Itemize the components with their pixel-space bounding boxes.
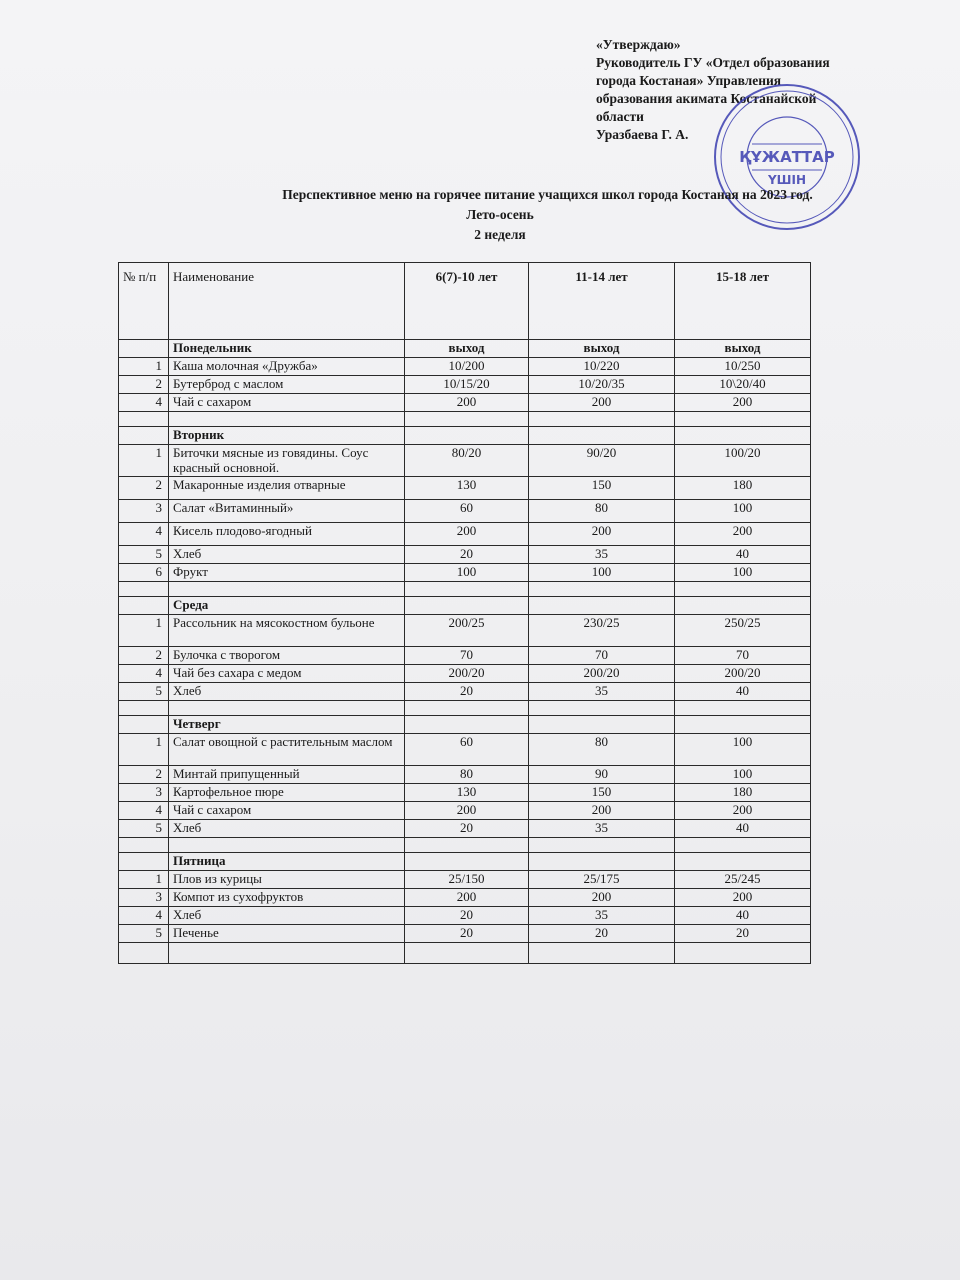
day-output-3: выход (675, 340, 811, 358)
day-output-1 (405, 427, 529, 445)
item-portion-age-1: 100 (405, 564, 529, 582)
approval-line: Руководитель ГУ «Отдел образования (596, 55, 830, 70)
item-portion-age-3: 100 (675, 734, 811, 766)
item-name: Чай без сахара с медом (169, 665, 405, 683)
item-portion-age-3: 180 (675, 477, 811, 500)
item-number: 5 (119, 546, 169, 564)
item-number: 1 (119, 615, 169, 647)
blank-cell (405, 943, 529, 964)
week-label: 2 неделя (474, 227, 526, 242)
item-portion-age-1: 70 (405, 647, 529, 665)
blank-cell (169, 943, 405, 964)
item-portion-age-1: 130 (405, 784, 529, 802)
item-name: Булочка с творогом (169, 647, 405, 665)
table-row (119, 445, 811, 477)
blank-cell (529, 412, 675, 427)
item-name: Салат овощной с растительным маслом (169, 734, 405, 766)
item-portion-age-3: 40 (675, 546, 811, 564)
item-portion-age-3: 40 (675, 683, 811, 701)
item-portion-age-2: 150 (529, 477, 675, 500)
item-portion-age-2: 80 (529, 734, 675, 766)
header-age-2: 11-14 лет (529, 263, 675, 340)
day-output-3 (675, 853, 811, 871)
item-portion-age-2: 90 (529, 766, 675, 784)
stamp-text-bottom: ҮШІН (767, 173, 807, 187)
table-row (119, 820, 811, 838)
blank-cell (169, 701, 405, 716)
item-portion-age-3: 100 (675, 564, 811, 582)
approval-line: области (596, 109, 644, 124)
day-num-cell (119, 340, 169, 358)
item-number: 3 (119, 889, 169, 907)
item-number: 3 (119, 500, 169, 523)
item-name: Печенье (169, 925, 405, 943)
day-row (119, 427, 811, 445)
day-output-1 (405, 716, 529, 734)
item-portion-age-1: 200 (405, 394, 529, 412)
day-name: Четверг (169, 716, 405, 734)
table-row (119, 734, 811, 766)
item-number: 5 (119, 683, 169, 701)
item-portion-age-3: 200 (675, 802, 811, 820)
blank-cell (675, 412, 811, 427)
item-portion-age-3: 40 (675, 907, 811, 925)
item-portion-age-2: 100 (529, 564, 675, 582)
day-name: Среда (169, 597, 405, 615)
blank-cell (529, 838, 675, 853)
blank-cell (169, 412, 405, 427)
blank-cell (675, 838, 811, 853)
item-portion-age-1: 60 (405, 500, 529, 523)
day-row (119, 853, 811, 871)
item-portion-age-1: 80 (405, 766, 529, 784)
blank-cell (405, 412, 529, 427)
item-number: 2 (119, 477, 169, 500)
item-number: 4 (119, 665, 169, 683)
approval-line: города Костаная» Управления (596, 73, 782, 88)
approval-line: образования акимата Костанайской (596, 91, 817, 106)
item-portion-age-2: 25/175 (529, 871, 675, 889)
table-row (119, 477, 811, 500)
item-name: Хлеб (169, 546, 405, 564)
item-portion-age-2: 70 (529, 647, 675, 665)
document-heading (100, 185, 900, 245)
table-row (119, 615, 811, 647)
day-num-cell (119, 853, 169, 871)
item-portion-age-3: 70 (675, 647, 811, 665)
day-name: Пятница (169, 853, 405, 871)
table-row (119, 500, 811, 523)
header-name: Наименование (169, 263, 405, 340)
item-name: Компот из сухофруктов (169, 889, 405, 907)
item-portion-age-2: 35 (529, 907, 675, 925)
blank-cell (529, 943, 675, 964)
blank-cell (675, 943, 811, 964)
item-name: Хлеб (169, 683, 405, 701)
item-portion-age-1: 130 (405, 477, 529, 500)
item-name: Салат «Витаминный» (169, 500, 405, 523)
item-number: 1 (119, 871, 169, 889)
blank-cell (119, 582, 169, 597)
item-name: Бутерброд с маслом (169, 376, 405, 394)
item-portion-age-2: 35 (529, 820, 675, 838)
item-portion-age-1: 200 (405, 802, 529, 820)
item-number: 1 (119, 358, 169, 376)
item-name: Каша молочная «Дружба» (169, 358, 405, 376)
item-number: 5 (119, 820, 169, 838)
table-row (119, 925, 811, 943)
item-portion-age-1: 200/20 (405, 665, 529, 683)
table-row (119, 889, 811, 907)
item-number: 4 (119, 907, 169, 925)
item-number: 2 (119, 647, 169, 665)
table-row (119, 784, 811, 802)
table-row (119, 665, 811, 683)
item-portion-age-1: 200/25 (405, 615, 529, 647)
item-number: 5 (119, 925, 169, 943)
day-output-3 (675, 427, 811, 445)
item-portion-age-1: 20 (405, 820, 529, 838)
item-portion-age-2: 20 (529, 925, 675, 943)
table-row (119, 647, 811, 665)
blank-cell (119, 701, 169, 716)
item-portion-age-1: 20 (405, 925, 529, 943)
day-row (119, 597, 811, 615)
blank-cell (405, 701, 529, 716)
table-row (119, 376, 811, 394)
item-portion-age-3: 100 (675, 766, 811, 784)
table-row (119, 523, 811, 546)
item-portion-age-2: 35 (529, 546, 675, 564)
day-output-1 (405, 597, 529, 615)
item-portion-age-1: 10/200 (405, 358, 529, 376)
day-row (119, 340, 811, 358)
item-portion-age-3: 10/250 (675, 358, 811, 376)
item-portion-age-3: 20 (675, 925, 811, 943)
item-portion-age-2: 200 (529, 394, 675, 412)
item-name: Рассольник на мясокостном бульоне (169, 615, 405, 647)
item-name: Картофельное пюре (169, 784, 405, 802)
blank-cell (675, 701, 811, 716)
header-age-3: 15-18 лет (675, 263, 811, 340)
item-portion-age-3: 180 (675, 784, 811, 802)
item-number: 2 (119, 766, 169, 784)
blank-cell (119, 838, 169, 853)
item-portion-age-1: 20 (405, 907, 529, 925)
item-portion-age-3: 200 (675, 394, 811, 412)
item-portion-age-2: 80 (529, 500, 675, 523)
item-portion-age-1: 25/150 (405, 871, 529, 889)
item-name: Фрукт (169, 564, 405, 582)
day-output-2 (529, 427, 675, 445)
blank-cell (529, 582, 675, 597)
item-number: 1 (119, 445, 169, 477)
blank-row (119, 412, 811, 427)
item-portion-age-1: 80/20 (405, 445, 529, 477)
table-header-row (119, 263, 811, 340)
blank-cell (119, 943, 169, 964)
table-row (119, 358, 811, 376)
blank-cell (169, 582, 405, 597)
blank-row (119, 582, 811, 597)
header-age-1: 6(7)-10 лет (405, 263, 529, 340)
item-name: Чай с сахаром (169, 394, 405, 412)
item-name: Плов из курицы (169, 871, 405, 889)
item-portion-age-2: 200 (529, 889, 675, 907)
blank-cell (169, 838, 405, 853)
day-name: Понедельник (169, 340, 405, 358)
item-portion-age-2: 150 (529, 784, 675, 802)
item-portion-age-1: 20 (405, 546, 529, 564)
item-portion-age-3: 40 (675, 820, 811, 838)
day-output-1: выход (405, 340, 529, 358)
blank-row (119, 943, 811, 964)
item-portion-age-3: 200/20 (675, 665, 811, 683)
blank-cell (119, 412, 169, 427)
day-output-2: выход (529, 340, 675, 358)
item-number: 1 (119, 734, 169, 766)
item-portion-age-2: 200/20 (529, 665, 675, 683)
document-title: Перспективное меню на горячее питание учащихся школ города Костаная на 2023 год. (282, 187, 813, 202)
item-portion-age-2: 200 (529, 523, 675, 546)
item-portion-age-1: 60 (405, 734, 529, 766)
season-label: Лето-осень (466, 207, 534, 222)
blank-row (119, 838, 811, 853)
day-output-1 (405, 853, 529, 871)
approval-line: «Утверждаю» (596, 37, 681, 52)
item-portion-age-3: 200 (675, 889, 811, 907)
item-portion-age-1: 200 (405, 523, 529, 546)
item-name: Биточки мясные из говядины. Соус красный основной. (169, 445, 405, 477)
blank-cell (675, 582, 811, 597)
item-portion-age-3: 100/20 (675, 445, 811, 477)
item-portion-age-3: 200 (675, 523, 811, 546)
item-portion-age-3: 100 (675, 500, 811, 523)
table-row (119, 564, 811, 582)
table-row (119, 871, 811, 889)
day-row (119, 716, 811, 734)
item-portion-age-2: 35 (529, 683, 675, 701)
item-portion-age-2: 200 (529, 802, 675, 820)
header-num: № п/п (119, 263, 169, 340)
item-name: Кисель плодово-ягодный (169, 523, 405, 546)
table-row (119, 683, 811, 701)
day-output-3 (675, 597, 811, 615)
menu-table (118, 262, 811, 964)
item-name: Хлеб (169, 820, 405, 838)
item-portion-age-2: 10/220 (529, 358, 675, 376)
day-num-cell (119, 597, 169, 615)
item-portion-age-3: 250/25 (675, 615, 811, 647)
item-name: Минтай припущенный (169, 766, 405, 784)
day-output-2 (529, 716, 675, 734)
day-name: Вторник (169, 427, 405, 445)
item-name: Макаронные изделия отварные (169, 477, 405, 500)
day-num-cell (119, 716, 169, 734)
day-output-2 (529, 597, 675, 615)
blank-row (119, 701, 811, 716)
item-portion-age-3: 25/245 (675, 871, 811, 889)
item-portion-age-1: 200 (405, 889, 529, 907)
item-number: 4 (119, 802, 169, 820)
item-number: 4 (119, 394, 169, 412)
blank-cell (405, 582, 529, 597)
day-output-3 (675, 716, 811, 734)
item-number: 4 (119, 523, 169, 546)
approval-signatory: Уразбаева Г. А. (596, 127, 689, 142)
table-row (119, 546, 811, 564)
table-row (119, 907, 811, 925)
day-output-2 (529, 853, 675, 871)
item-portion-age-2: 90/20 (529, 445, 675, 477)
item-number: 6 (119, 564, 169, 582)
item-name: Чай с сахаром (169, 802, 405, 820)
table-row (119, 394, 811, 412)
table-row (119, 802, 811, 820)
item-number: 3 (119, 784, 169, 802)
item-portion-age-2: 230/25 (529, 615, 675, 647)
table-row (119, 766, 811, 784)
item-portion-age-1: 20 (405, 683, 529, 701)
stamp-text-top: ҚҰЖАТТАР (739, 148, 835, 166)
item-portion-age-1: 10/15/20 (405, 376, 529, 394)
item-portion-age-3: 10\20/40 (675, 376, 811, 394)
item-name: Хлеб (169, 907, 405, 925)
day-num-cell (119, 427, 169, 445)
item-number: 2 (119, 376, 169, 394)
blank-cell (405, 838, 529, 853)
item-portion-age-2: 10/20/35 (529, 376, 675, 394)
blank-cell (529, 701, 675, 716)
